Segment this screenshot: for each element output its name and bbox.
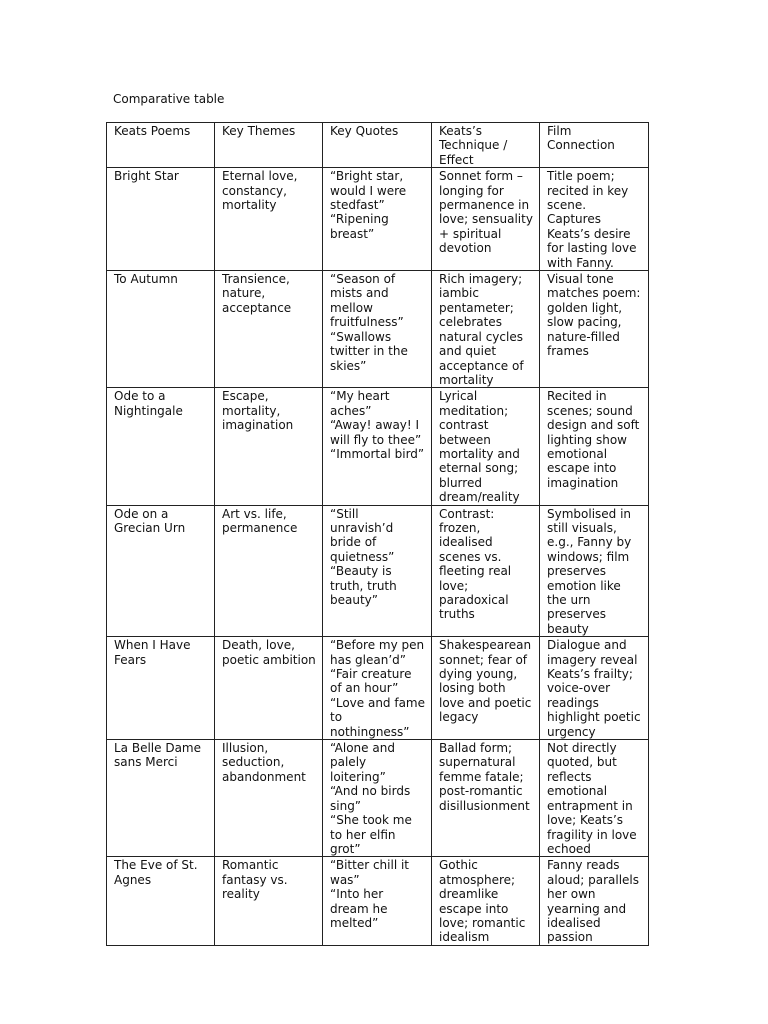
table-header-row xyxy=(107,123,649,168)
quotes-cell: “Bright star, would I were stedfast” “Ripening breast” xyxy=(323,168,432,271)
table-row xyxy=(107,271,649,388)
poem-cell: Bright Star xyxy=(107,168,215,271)
themes-cell: Romantic fantasy vs. reality xyxy=(215,857,323,945)
quotes-cell: “Bitter chill it was” “Into her dream he melted” xyxy=(323,857,432,945)
header-keats-poems: Keats Poems xyxy=(107,123,215,168)
themes-cell: Escape, mortality, imagination xyxy=(215,388,323,505)
technique-cell: Ballad form; supernatural femme fatale; post-romantic disillusionment xyxy=(432,740,540,857)
quotes-cell: “Alone and palely loitering” “And no birds sing” “She took me to her elfin grot” xyxy=(323,740,432,857)
poem-cell: La Belle Dame sans Merci xyxy=(107,740,215,857)
technique-cell: Contrast: frozen, idealised scenes vs. fleeting real love; paradoxical truths xyxy=(432,505,540,637)
table-row xyxy=(107,168,649,271)
film-connection-cell: Recited in scenes; sound design and soft lighting show emotional escape into imagination xyxy=(540,388,649,505)
quotes-cell: “Before my pen has glean’d” “Fair creature of an hour” “Love and fame to nothingness” xyxy=(323,637,432,740)
poem-cell: When I Have Fears xyxy=(107,637,215,740)
quotes-cell: “Season of mists and mellow fruitfulness” “Swallows twitter in the skies” xyxy=(323,271,432,388)
technique-cell: Lyrical meditation; contrast between mortality and eternal song; blurred dream/reality xyxy=(432,388,540,505)
technique-cell: Rich imagery; iambic pentameter; celebrates natural cycles and quiet acceptance of mortality xyxy=(432,271,540,388)
table-row xyxy=(107,637,649,740)
technique-cell: Sonnet form – longing for permanence in love; sensuality + spiritual devotion xyxy=(432,168,540,271)
film-connection-cell: Symbolised in still visuals, e.g., Fanny by windows; film preserves emotion like the urn preserves beauty xyxy=(540,505,649,637)
themes-cell: Art vs. life, permanence xyxy=(215,505,323,637)
film-connection-cell: Title poem; recited in key scene. Captures Keats’s desire for lasting love with Fanny. xyxy=(540,168,649,271)
table-row xyxy=(107,505,649,637)
themes-cell: Illusion, seduction, abandonment xyxy=(215,740,323,857)
table-row xyxy=(107,857,649,945)
header-key-quotes: Key Quotes xyxy=(323,123,432,168)
header-technique-effect: Keats’s Technique / Effect xyxy=(432,123,540,168)
comparative-table xyxy=(106,122,649,946)
poem-cell: To Autumn xyxy=(107,271,215,388)
technique-cell: Gothic atmosphere; dreamlike escape into love; romantic idealism xyxy=(432,857,540,945)
poem-cell: Ode on a Grecian Urn xyxy=(107,505,215,637)
poem-cell: The Eve of St. Agnes xyxy=(107,857,215,945)
header-key-themes: Key Themes xyxy=(215,123,323,168)
themes-cell: Eternal love, constancy, mortality xyxy=(215,168,323,271)
table-row xyxy=(107,388,649,505)
film-connection-cell: Not directly quoted, but reflects emotional entrapment in love; Keats’s fragility in love echoed xyxy=(540,740,649,857)
poem-cell: Ode to a Nightingale xyxy=(107,388,215,505)
film-connection-cell: Fanny reads aloud; parallels her own yearning and idealised passion xyxy=(540,857,649,945)
header-film-connection: Film Connection xyxy=(540,123,649,168)
document-title: Comparative table xyxy=(113,92,225,106)
film-connection-cell: Dialogue and imagery reveal Keats’s frailty; voice-over readings highlight poetic urgency xyxy=(540,637,649,740)
technique-cell: Shakespearean sonnet; fear of dying young, losing both love and poetic legacy xyxy=(432,637,540,740)
table-row xyxy=(107,740,649,857)
quotes-cell: “Still unravish’d bride of quietness” “Beauty is truth, truth beauty” xyxy=(323,505,432,637)
film-connection-cell: Visual tone matches poem: golden light, slow pacing, nature-filled frames xyxy=(540,271,649,388)
quotes-cell: “My heart aches” “Away! away! I will fly to thee” “Immortal bird” xyxy=(323,388,432,505)
themes-cell: Death, love, poetic ambition xyxy=(215,637,323,740)
themes-cell: Transience, nature, acceptance xyxy=(215,271,323,388)
